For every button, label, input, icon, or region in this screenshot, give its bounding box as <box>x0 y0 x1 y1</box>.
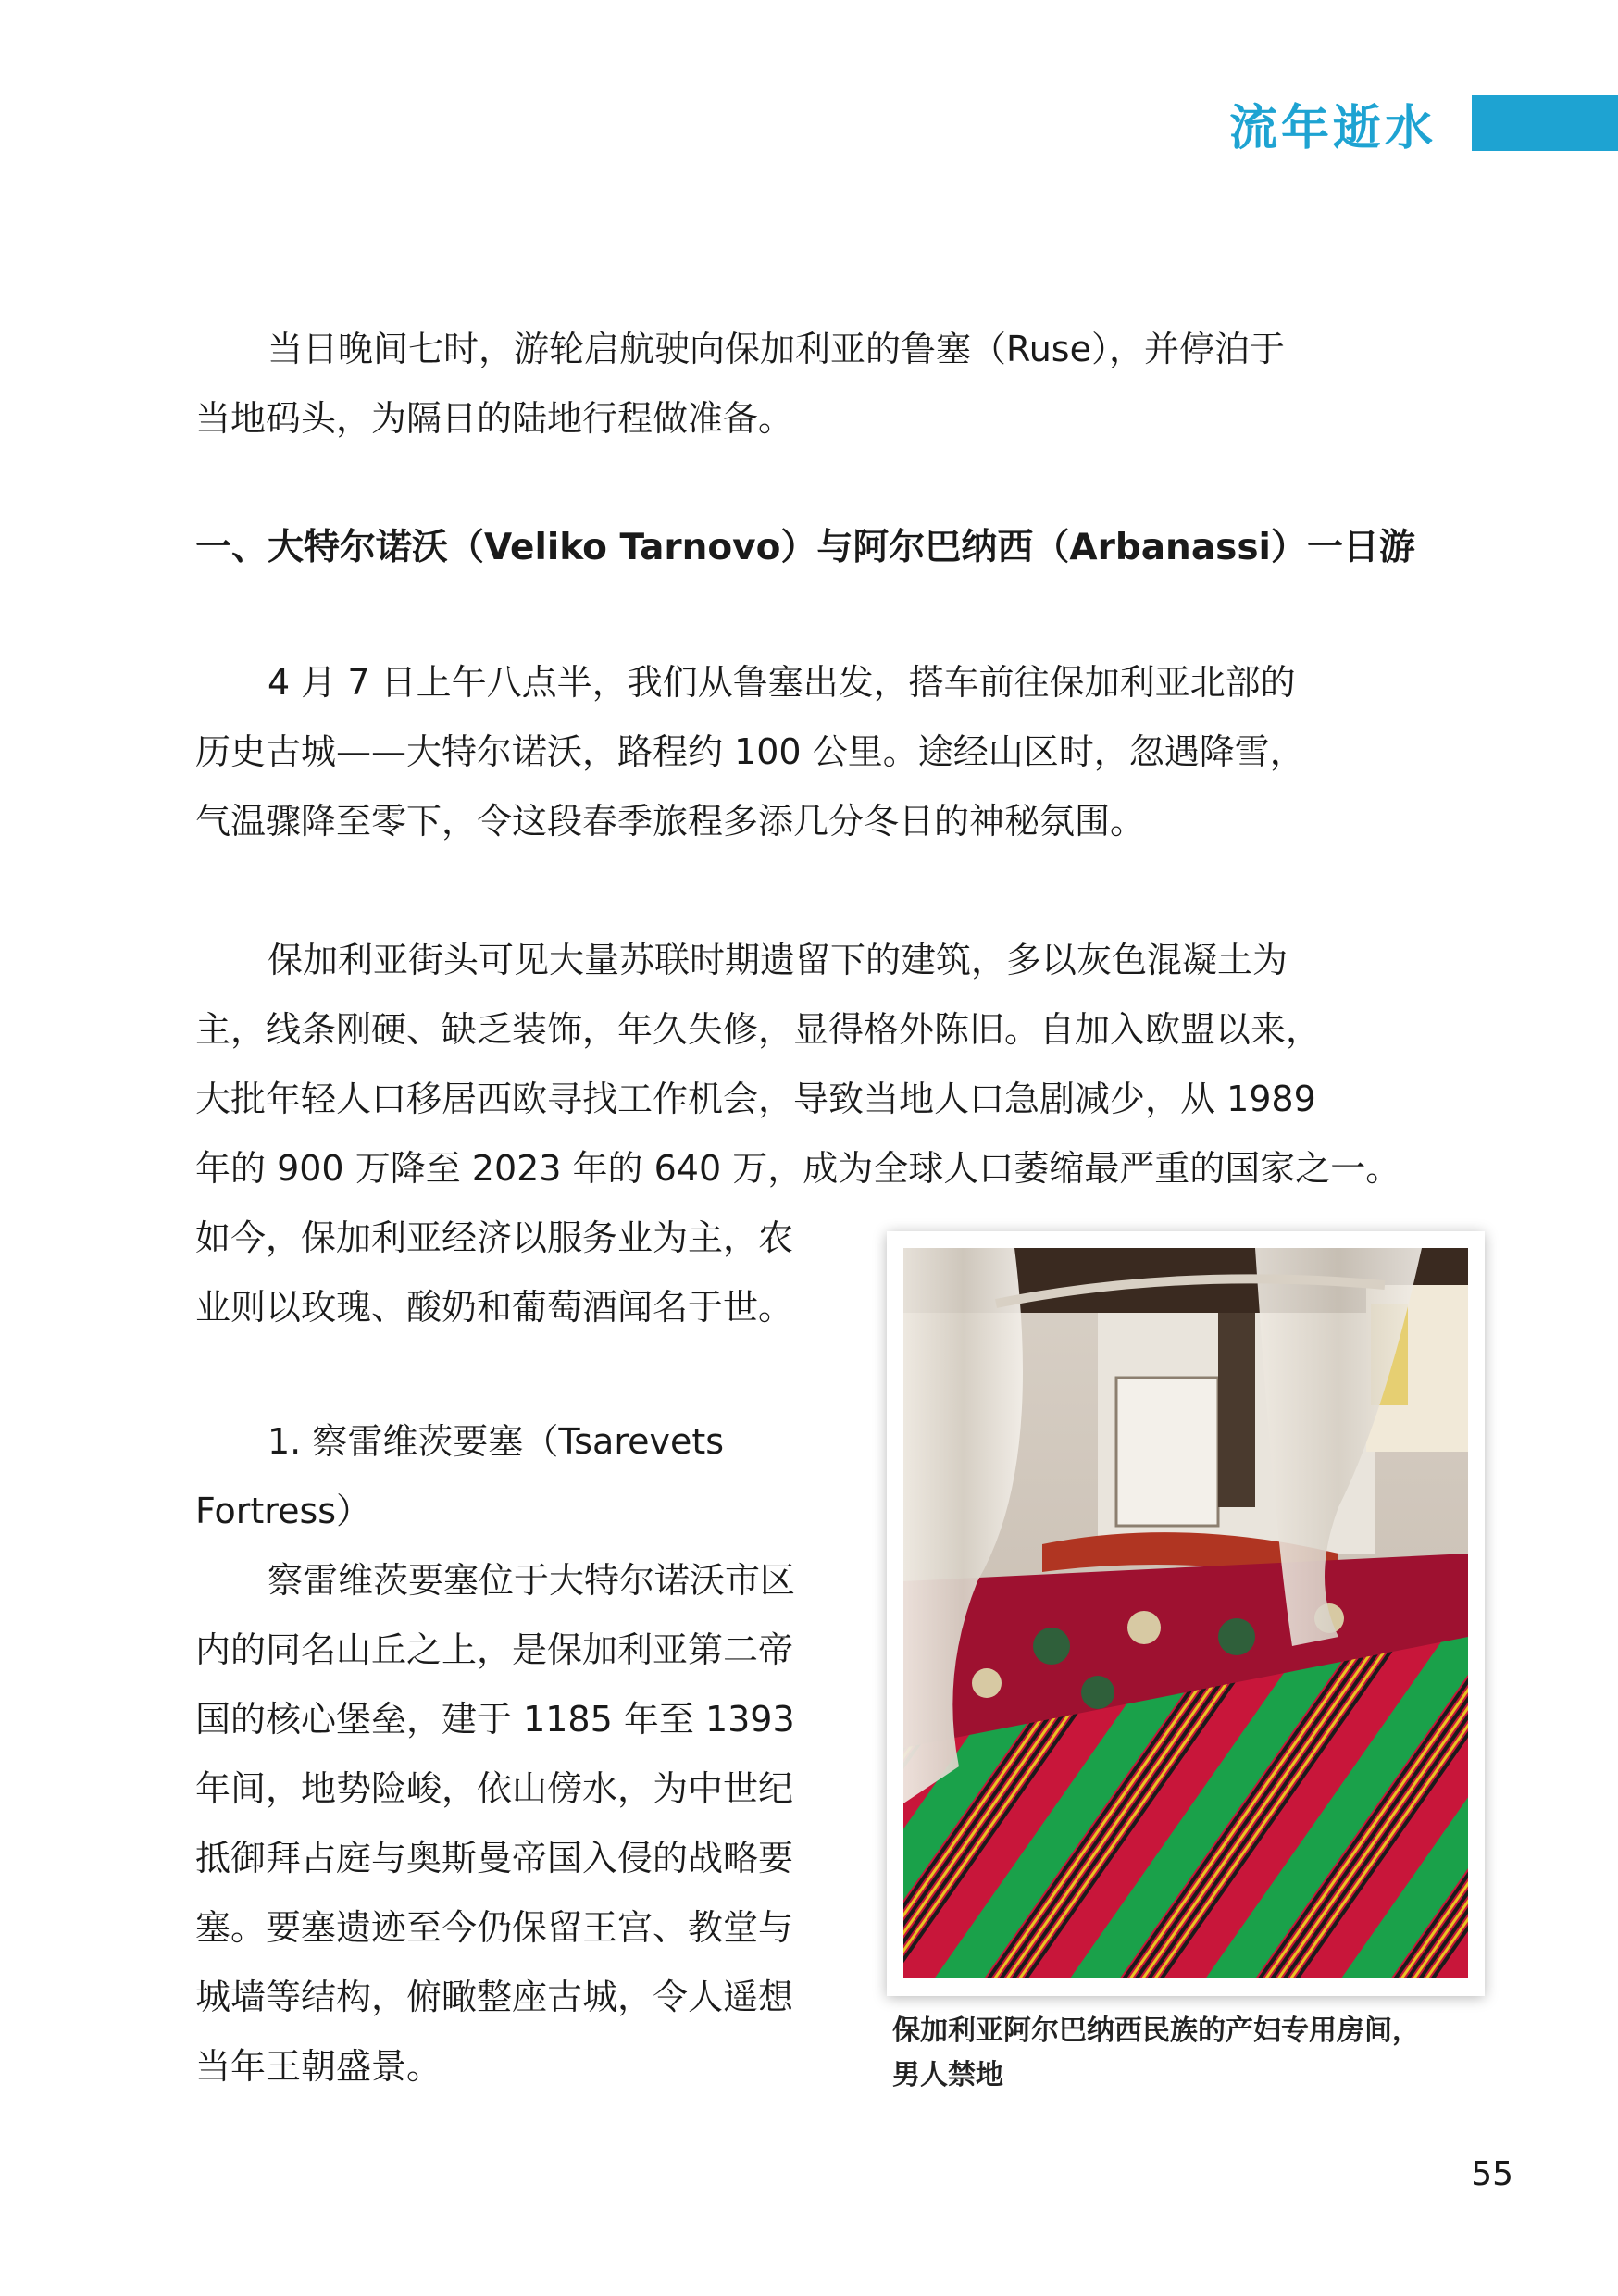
text-line: 当日晚间七时，游轮启航驶向保加利亚的鲁塞（Ruse），并停泊于 <box>268 329 1285 369</box>
caption-line: 男人禁地 <box>892 2059 1003 2091</box>
text-line: 4 月 7 日上午八点半，我们从鲁塞出发，搭车前往保加利亚北部的 <box>268 662 1296 703</box>
page-number: 55 <box>1471 2155 1513 2193</box>
text-line: 国的核心堡垒，建于 1185 年至 1393 <box>195 1699 795 1740</box>
text-line: 气温骤降至零下，令这段春季旅程多添几分冬日的神秘氛围。 <box>195 801 1146 842</box>
text-line: Fortress） <box>195 1491 372 1531</box>
room-photo <box>903 1248 1468 1978</box>
header-title: 流年逝水 <box>1228 100 1437 156</box>
text-line: 历史古城——大特尔诺沃，路程约 100 公里。途经山区时，忽遇降雪， <box>195 731 1305 772</box>
text-line: 年的 900 万降至 2023 年的 640 万，成为全球人口萎缩最严重的国家之一。 <box>195 1148 1401 1189</box>
text-line: 塞。要塞遗迹至今仍保留王宫、教堂与 <box>195 1907 794 1948</box>
photo-frame <box>887 1231 1485 1996</box>
text-line: 抵御拜占庭与奥斯曼帝国入侵的战略要 <box>195 1838 794 1878</box>
text-line: 当年王朝盛景。 <box>195 2046 442 2087</box>
text-line: 当地码头，为隔日的陆地行程做准备。 <box>195 398 794 439</box>
text-line: 城墙等结构，俯瞰整座古城，令人遥想 <box>195 1977 794 2017</box>
photo-caption <box>892 2009 1485 2098</box>
text-line: 业则以玫瑰、酸奶和葡萄酒闻名于世。 <box>195 1287 794 1328</box>
day-paragraph <box>195 648 1305 856</box>
fortress-paragraph <box>195 1546 795 2102</box>
fortress-subheading <box>195 1407 724 1546</box>
text-line: 保加利亚街头可见大量苏联时期遗留下的建筑，多以灰色混凝土为 <box>268 940 1288 980</box>
intro-paragraph <box>195 315 1285 454</box>
text-line: 如今，保加利亚经济以服务业为主，农 <box>195 1217 794 1258</box>
caption-line: 保加利亚阿尔巴纳西民族的产妇专用房间， <box>892 2015 1420 2047</box>
text-line: 主，线条刚硬、缺乏装饰，年久失修，显得格外陈旧。自加入欧盟以来， <box>195 1009 1322 1050</box>
header-accent-bar <box>1472 95 1618 151</box>
text-line: 大批年轻人口移居西欧寻找工作机会，导致当地人口急剧减少，从 1989 <box>195 1079 1316 1119</box>
page-header <box>1228 94 1618 156</box>
section-heading: 一、大特尔诺沃（Veliko Tarnovo）与阿尔巴纳西（Arbanassi）一日游 <box>195 527 1415 568</box>
room-photo-illustration <box>903 1248 1468 1978</box>
text-line: 1. 察雷维茨要塞（Tsarevets <box>268 1421 725 1462</box>
text-line: 内的同名山丘之上，是保加利亚第二帝 <box>195 1629 794 1670</box>
text-line: 年间，地势险峻，依山傍水，为中世纪 <box>195 1768 794 1809</box>
text-line: 察雷维茨要塞位于大特尔诺沃市区 <box>268 1560 796 1601</box>
